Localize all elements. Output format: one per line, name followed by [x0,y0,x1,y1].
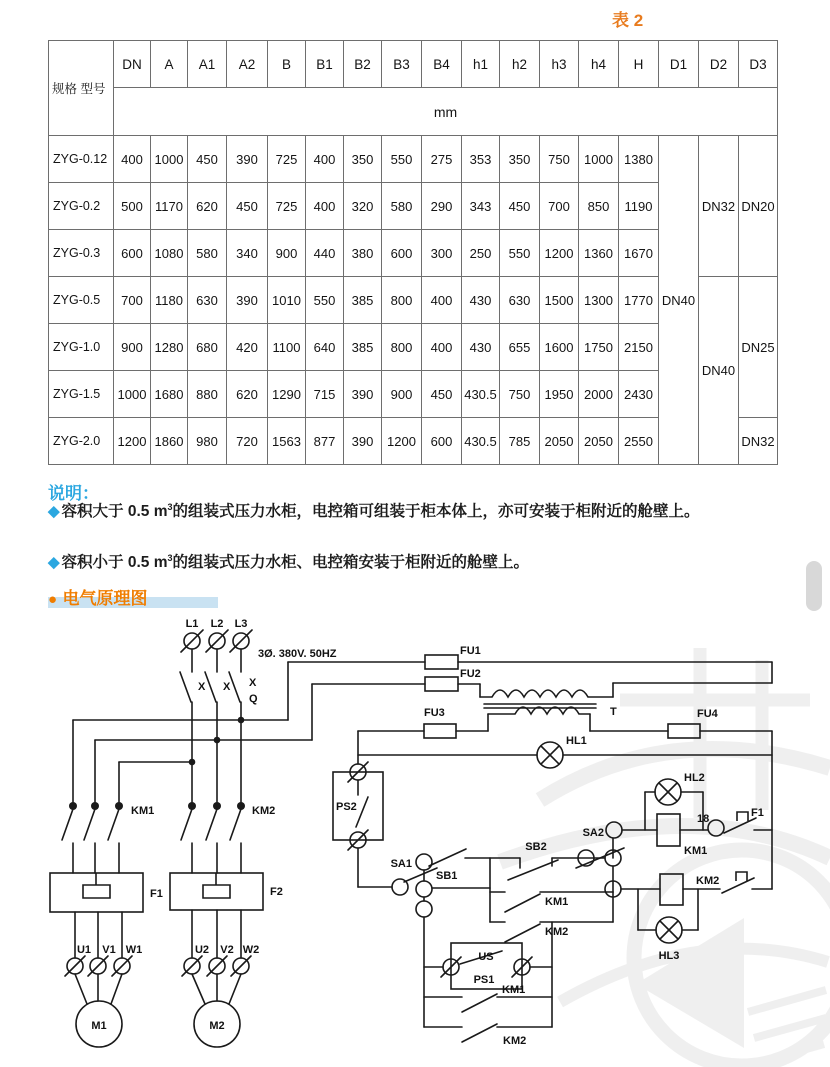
value-cell: 350 [500,136,540,183]
ps1-label: PS1 [473,974,495,986]
d3-cell: DN25 [739,277,778,418]
value-cell: 1000 [151,136,188,183]
value-cell: 785 [500,418,540,465]
value-cell: 900 [114,324,151,371]
value-cell: 450 [188,136,227,183]
electrical-schematic [0,605,830,1067]
supply-terminals [181,618,337,660]
d2-cell: DN40 [699,277,739,465]
value-cell: 877 [306,418,344,465]
value-cell: 320 [344,183,382,230]
km1-main-label: KM1 [131,805,155,817]
value-cell: 750 [500,371,540,418]
pressure-switch-ps2 [333,762,392,887]
value-cell: 1290 [268,371,306,418]
l3-label: L3 [234,618,248,630]
value-cell: 620 [227,371,268,418]
value-cell: 400 [114,136,151,183]
column-header: DN [114,41,151,88]
contactor-km1-main [62,802,154,873]
contactor-km2-main [181,802,275,873]
value-cell: 1680 [151,371,188,418]
value-cell: 980 [188,418,227,465]
sa2-label: SA2 [582,827,604,839]
main-breaker [180,649,258,705]
value-cell: 1300 [579,277,619,324]
value-cell: 400 [422,324,462,371]
fu1-label: FU1 [460,645,481,657]
motor-m1 [65,944,142,1047]
value-cell: 1360 [579,230,619,277]
value-cell: 1170 [151,183,188,230]
note-text: 容积小于 0.5 $m^3$的组装式压力水柜、电控箱安装于柜附近的舱壁上。 [61,553,530,572]
value-cell: 400 [422,277,462,324]
value-cell: 850 [579,183,619,230]
f1-nc-label: F1 [751,807,764,819]
column-header: B2 [344,41,382,88]
value-cell: 1000 [114,371,151,418]
breaker-x1-label: X [198,681,206,693]
circle-bullet-icon: ● [48,591,58,608]
bottom-interlock-block [424,917,552,1047]
value-cell: 1750 [579,324,619,371]
notes-heading: 说明： [48,484,99,503]
value-cell: 390 [344,371,382,418]
value-cell: 880 [188,371,227,418]
spec-table [48,40,778,465]
model-cell: ZYG-0.12 [49,136,114,183]
value-cell: 725 [268,136,306,183]
value-cell: 700 [540,183,579,230]
value-cell: 580 [382,183,422,230]
v2-label: V2 [220,944,234,956]
u1-label: U1 [76,944,92,956]
value-cell: 725 [268,183,306,230]
value-cell: 1190 [619,183,659,230]
value-cell: 1380 [619,136,659,183]
d3-cell: DN32 [739,418,778,465]
sa1-label: SA1 [390,858,412,870]
l1-label: L1 [185,618,199,630]
value-cell: 400 [306,183,344,230]
value-cell: 600 [382,230,422,277]
value-cell: 400 [306,136,344,183]
model-cell: ZYG-0.2 [49,183,114,230]
value-cell: 800 [382,277,422,324]
value-cell: 1563 [268,418,306,465]
value-cell: 1180 [151,277,188,324]
value-cell: 2050 [579,418,619,465]
sb1-label: SB1 [436,870,458,882]
column-header: h1 [462,41,500,88]
value-cell: 715 [306,371,344,418]
m2-label: M2 [209,1020,225,1032]
value-cell: 343 [462,183,500,230]
value-cell: 640 [306,324,344,371]
value-cell: 430 [462,277,500,324]
value-cell: 430 [462,324,500,371]
hl3-label: HL3 [658,950,680,962]
value-cell: 450 [500,183,540,230]
value-cell: 1000 [579,136,619,183]
button-sb1 [392,868,490,917]
value-cell: 420 [227,324,268,371]
value-cell: 620 [188,183,227,230]
column-header: B3 [382,41,422,88]
value-cell: 390 [227,277,268,324]
fu3-label: FU3 [424,707,445,719]
column-header: A1 [188,41,227,88]
value-cell: 380 [344,230,382,277]
value-cell: 390 [227,136,268,183]
d2-cell: DN32 [699,136,739,277]
value-cell: 680 [188,324,227,371]
value-cell: 1080 [151,230,188,277]
table-row [49,136,778,183]
section-title: 电气原理图 [62,589,148,608]
value-cell: 1770 [619,277,659,324]
value-cell: 550 [306,277,344,324]
value-cell: 440 [306,230,344,277]
km1-bottom-label: KM1 [502,984,526,996]
value-cell: 600 [114,230,151,277]
column-header: H [619,41,659,88]
value-cell: 1500 [540,277,579,324]
column-header: B4 [422,41,462,88]
value-cell: 500 [114,183,151,230]
column-header: B1 [306,41,344,88]
column-header: h4 [579,41,619,88]
column-header: D1 [659,41,699,88]
value-cell: 300 [422,230,462,277]
value-cell: 550 [382,136,422,183]
d1-cell: DN40 [659,136,699,465]
value-cell: 275 [422,136,462,183]
value-cell: 800 [382,324,422,371]
v1-label: V1 [102,944,116,956]
u2-label: U2 [194,944,210,956]
value-cell: 1200 [114,418,151,465]
value-cell: 1670 [619,230,659,277]
value-cell: 2430 [619,371,659,418]
section-heading [48,584,148,608]
breaker-x3-label: X [249,677,257,689]
value-cell: 1280 [151,324,188,371]
km1-aux-label: KM1 [545,896,569,908]
value-cell: 1100 [268,324,306,371]
note-text: 容积大于 0.5 $m^3$的组装式压力水柜，电控箱可组装于柜本体上，亦可安装于柜附近的舱壁上。 [61,502,700,521]
value-cell: 340 [227,230,268,277]
us-label: US [478,951,494,963]
value-cell: 900 [268,230,306,277]
value-cell: 1010 [268,277,306,324]
fuse-fu2 [312,668,492,697]
f2-label: F2 [270,886,283,898]
value-cell: 350 [344,136,382,183]
value-cell: 1950 [540,371,579,418]
value-cell: 450 [422,371,462,418]
table-caption: 表 2 [612,11,644,30]
value-cell: 1200 [540,230,579,277]
phase-distribution [73,662,312,802]
value-cell: 550 [500,230,540,277]
f1-label: F1 [150,888,163,900]
km1-coil-label: KM1 [684,845,708,857]
value-cell: 250 [462,230,500,277]
value-cell: 2150 [619,324,659,371]
w2-label: W2 [242,944,260,956]
value-cell: 385 [344,324,382,371]
hl1-label: HL1 [566,735,587,747]
value-cell: 390 [344,418,382,465]
value-cell: 600 [422,418,462,465]
hl2-label: HL2 [684,772,705,784]
km2-bottom-label: KM2 [503,1035,527,1047]
value-cell: 450 [227,183,268,230]
sb2-label: SB2 [525,841,547,853]
value-cell: 2550 [619,418,659,465]
value-cell: 430.5 [462,418,500,465]
transformer-label: T [610,706,617,718]
breaker-x2-label: X [223,681,231,693]
note-item [48,552,782,574]
column-header: h3 [540,41,579,88]
model-cell: ZYG-2.0 [49,418,114,465]
value-cell: 353 [462,136,500,183]
diamond-bullet-icon: ◆ [48,554,60,572]
unit-row: mm [114,88,778,136]
fu4-label: FU4 [697,708,718,720]
value-cell: 2050 [540,418,579,465]
l2-label: L2 [210,618,224,630]
value-cell: 1860 [151,418,188,465]
value-cell: 750 [540,136,579,183]
km2-aux-label: KM2 [545,926,569,938]
column-header: D2 [699,41,739,88]
note-item [48,501,782,523]
value-cell: 720 [227,418,268,465]
page-edge-smudge [806,561,822,611]
model-cell: ZYG-0.3 [49,230,114,277]
diamond-bullet-icon: ◆ [48,503,60,521]
value-cell: 580 [188,230,227,277]
value-cell: 1200 [382,418,422,465]
value-cell: 655 [500,324,540,371]
supply-label: 3Ø. 380V. 50HZ [258,648,337,660]
value-cell: 630 [500,277,540,324]
value-cell: 385 [344,277,382,324]
value-cell: 1600 [540,324,579,371]
value-cell: 2000 [579,371,619,418]
km2-main-label: KM2 [252,805,276,817]
breaker-q-label: Q [249,693,258,705]
value-cell: 630 [188,277,227,324]
model-cell: ZYG-1.0 [49,324,114,371]
model-cell: ZYG-0.5 [49,277,114,324]
column-header: A2 [227,41,268,88]
d3-cell: DN20 [739,136,778,277]
m1-label: M1 [91,1020,107,1032]
value-cell: 900 [382,371,422,418]
column-header: D3 [739,41,778,88]
fu2-label: FU2 [460,668,481,680]
terminal-18-label: 18 [697,813,710,825]
ps2-label: PS2 [336,801,357,813]
value-cell: 430.5 [462,371,500,418]
column-header: A [151,41,188,88]
corner-header: 规格 型号 [49,41,114,136]
w1-label: W1 [125,944,143,956]
model-cell: ZYG-1.5 [49,371,114,418]
km2-coil-label: KM2 [696,875,720,887]
value-cell: 290 [422,183,462,230]
motor-m2 [182,944,259,1047]
value-cell: 700 [114,277,151,324]
column-header: B [268,41,306,88]
column-header: h2 [500,41,540,88]
